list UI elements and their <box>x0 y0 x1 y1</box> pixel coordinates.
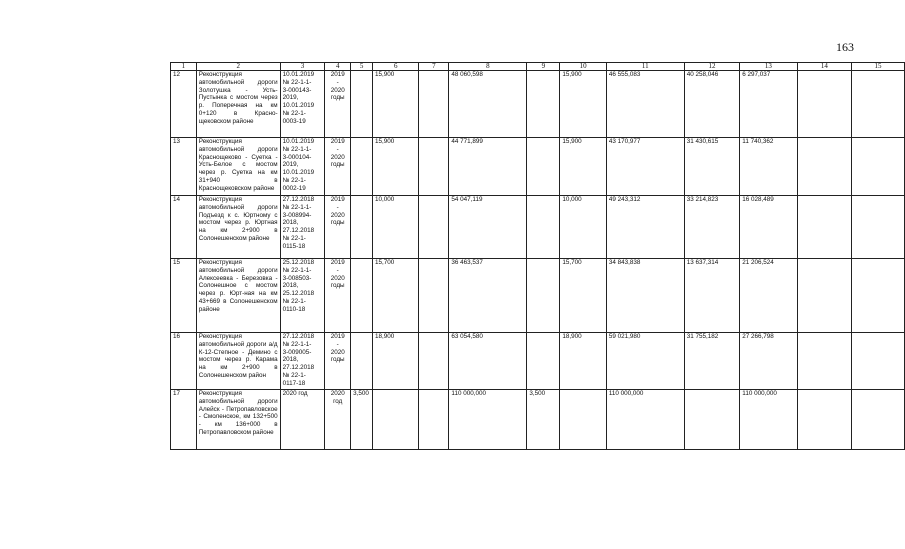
cell-col-13: 27 266,798 <box>740 333 797 390</box>
cell-col-8: 54 047,119 <box>449 196 527 259</box>
column-header: 9 <box>527 63 560 71</box>
cell-line: 0002-19 <box>282 184 306 192</box>
cell-line: годы <box>330 356 345 364</box>
cell-line: 10.01.2019 <box>282 138 315 145</box>
cell-line: 2019, <box>282 161 299 169</box>
column-header: 4 <box>325 63 351 71</box>
cell-line: - <box>336 266 339 274</box>
cell-col-3 <box>280 196 325 259</box>
cell-col-2: Реконструкция автомобильной дороги Алейск - Петропавловское - Смоленское, км 132+500 - км 136+000 в Петропавловском районе <box>196 390 280 450</box>
cell-col-2: Реконструкция автомобильной дороги Алексеевка - Березовка - Солонешное с мостом через р. Юрт-ная на км 43+669 в Солонешенском районе <box>196 259 280 333</box>
cell-col-5 <box>351 196 373 259</box>
cell-col-9 <box>527 71 560 138</box>
cell-col-15 <box>852 138 905 196</box>
cell-line: 2018, <box>282 282 299 290</box>
cell-col-10: 15,900 <box>560 71 606 138</box>
cell-col-11: 49 243,312 <box>606 196 684 259</box>
cell-col-13: 6 297,037 <box>740 71 797 138</box>
cell-col-8: 63 054,580 <box>449 333 527 390</box>
cell-col-2: Реконструкция автомобильной дороги а/д К-12-Степное - Демино с мостом через р. Карама на км 2+900 в Солонешенском район <box>196 333 280 390</box>
cell-col-13: 11 740,362 <box>740 138 797 196</box>
cell-col-5 <box>351 71 373 138</box>
cell-col-7 <box>419 71 449 138</box>
cell-line: 2019, <box>282 94 299 102</box>
cell-line: 0110-18 <box>282 305 306 313</box>
column-header: 6 <box>373 63 419 71</box>
cell-line: годы <box>330 94 345 102</box>
column-header: 2 <box>196 63 280 71</box>
cell-col-5 <box>351 138 373 196</box>
cell-col-15 <box>852 390 905 450</box>
cell-line: № 22-1- <box>282 176 306 184</box>
cell-col-12: 31 755,182 <box>684 333 740 390</box>
data-table <box>170 62 905 450</box>
table-row <box>171 333 905 390</box>
table-row <box>171 138 905 196</box>
table-row <box>171 259 905 333</box>
cell-col-10: 10,000 <box>560 196 606 259</box>
cell-col-6 <box>373 390 419 450</box>
cell-col-7 <box>419 259 449 333</box>
cell-line: 3-009005- <box>282 348 312 356</box>
cell-col-14 <box>797 333 852 390</box>
cell-col-2: Реконструкция автомобильной дороги Краснощеково - Суетка - Усть-Белое с мостом через р. Суетка на км 31+940 в Краснощековском районе <box>196 138 280 196</box>
cell-col-8: 48 060,598 <box>449 71 527 138</box>
cell-col-7 <box>419 390 449 450</box>
cell-col-12 <box>684 390 740 450</box>
cell-col-12: 40 258,046 <box>684 71 740 138</box>
column-header: 10 <box>560 63 606 71</box>
cell-col-12: 31 430,615 <box>684 138 740 196</box>
cell-col-8: 36 463,537 <box>449 259 527 333</box>
column-number-row <box>171 63 905 71</box>
table-row <box>171 390 905 450</box>
cell-line: 0117-18 <box>282 379 306 387</box>
cell-col-4 <box>325 390 351 450</box>
cell-line: № 22-1- <box>282 297 306 305</box>
cell-col-11: 59 021,980 <box>606 333 684 390</box>
cell-col-3 <box>280 71 325 138</box>
cell-col-3 <box>280 259 325 333</box>
cell-line: 2020 <box>330 348 345 356</box>
cell-line: 2018, <box>282 356 299 364</box>
cell-line: - <box>336 78 339 86</box>
cell-line: годы <box>330 161 345 169</box>
cell-line: 27.12.2018 <box>282 333 315 340</box>
cell-col-14 <box>797 71 852 138</box>
cell-col-15 <box>852 71 905 138</box>
cell-col-8: 110 000,000 <box>449 390 527 450</box>
cell-col-4 <box>325 196 351 259</box>
cell-line: 25.12.2018 <box>282 259 315 266</box>
cell-col-8: 44 771,899 <box>449 138 527 196</box>
cell-line: № 22-1-1- <box>282 203 312 211</box>
cell-col-4 <box>325 259 351 333</box>
cell-col-4 <box>325 71 351 138</box>
cell-col-10: 15,900 <box>560 138 606 196</box>
cell-col-15 <box>852 333 905 390</box>
cell-line: 2020 год <box>282 390 308 397</box>
cell-line: - <box>336 145 339 153</box>
cell-line: 3-000104- <box>282 153 312 161</box>
column-header: 12 <box>684 63 740 71</box>
cell-col-11: 43 170,977 <box>606 138 684 196</box>
cell-col-13: 110 000,000 <box>740 390 797 450</box>
cell-col-9 <box>527 259 560 333</box>
cell-line: - <box>336 340 339 348</box>
cell-line: 27.12.2018 <box>282 364 315 372</box>
cell-line: 10.01.2019 <box>282 71 315 78</box>
page-number: 163 <box>836 40 854 54</box>
cell-col-14 <box>797 196 852 259</box>
column-header: 13 <box>740 63 797 71</box>
cell-col-2: Реконструкция автомобильной дороги Подъезд к с. Юртному с мостом через р. Юртная на км 2+900 в Солонешенском районе <box>196 196 280 259</box>
cell-col-9 <box>527 333 560 390</box>
cell-col-1: 16 <box>171 333 197 390</box>
cell-col-14 <box>797 138 852 196</box>
cell-col-3 <box>280 390 325 450</box>
cell-line: № 22-1-1- <box>282 266 312 274</box>
column-header: 1 <box>171 63 197 71</box>
cell-line: 2019 <box>330 138 345 145</box>
cell-line: № 22-1- <box>282 109 306 117</box>
cell-line: 2018, <box>282 219 299 227</box>
cell-col-1: 14 <box>171 196 197 259</box>
cell-line: 25.12.2018 <box>282 290 315 298</box>
cell-line: № 22-1-1- <box>282 340 312 348</box>
cell-line: 10.01.2019 <box>282 102 315 110</box>
cell-line: 2019 <box>330 333 345 340</box>
cell-line: 3-008503- <box>282 274 312 282</box>
cell-line: 3-000143- <box>282 86 312 94</box>
cell-col-15 <box>852 259 905 333</box>
cell-col-11: 34 843,838 <box>606 259 684 333</box>
cell-line: - <box>336 203 339 211</box>
cell-col-2: Реконструкция автомобильной дороги Золотушка - Усть-Пустынка с мостом через р. Поперечная на км 0+120 в Красно-щековском районе <box>196 71 280 138</box>
cell-col-15 <box>852 196 905 259</box>
column-header: 8 <box>449 63 527 71</box>
cell-col-6: 10,000 <box>373 196 419 259</box>
cell-col-14 <box>797 390 852 450</box>
cell-line: 27.12.2018 <box>282 196 315 203</box>
cell-line: 2019 <box>330 71 345 78</box>
cell-col-5 <box>351 333 373 390</box>
cell-col-1: 12 <box>171 71 197 138</box>
cell-col-6: 15,900 <box>373 138 419 196</box>
cell-line: № 22-1-1- <box>282 78 312 86</box>
cell-col-6: 18,900 <box>373 333 419 390</box>
cell-line: 2020 <box>330 274 345 282</box>
cell-col-4 <box>325 333 351 390</box>
column-header: 11 <box>606 63 684 71</box>
cell-col-13: 16 028,489 <box>740 196 797 259</box>
cell-line: 0115-18 <box>282 242 306 250</box>
cell-line: год <box>333 397 343 405</box>
cell-col-10: 15,700 <box>560 259 606 333</box>
cell-line: 2020 <box>330 86 345 94</box>
cell-col-13: 21 206,524 <box>740 259 797 333</box>
table-row <box>171 71 905 138</box>
column-header: 3 <box>280 63 325 71</box>
cell-col-5: 3,500 <box>351 390 373 450</box>
cell-line: 27.12.2018 <box>282 227 315 235</box>
cell-col-11: 110 000,000 <box>606 390 684 450</box>
cell-col-3 <box>280 138 325 196</box>
cell-col-9: 3,500 <box>527 390 560 450</box>
cell-col-10: 18,900 <box>560 333 606 390</box>
cell-col-3 <box>280 333 325 390</box>
cell-col-7 <box>419 333 449 390</box>
cell-line: № 22-1- <box>282 371 306 379</box>
cell-col-14 <box>797 259 852 333</box>
cell-col-1: 15 <box>171 259 197 333</box>
cell-line: 0003-19 <box>282 117 306 125</box>
cell-line: годы <box>330 219 345 227</box>
cell-line: 2019 <box>330 259 345 266</box>
cell-line: годы <box>330 282 345 290</box>
cell-col-5 <box>351 259 373 333</box>
cell-col-12: 13 637,314 <box>684 259 740 333</box>
cell-col-7 <box>419 138 449 196</box>
cell-col-9 <box>527 196 560 259</box>
cell-line: № 22-1-1- <box>282 145 312 153</box>
cell-col-7 <box>419 196 449 259</box>
cell-line: 3-008994- <box>282 211 312 219</box>
cell-col-1: 17 <box>171 390 197 450</box>
cell-line: 2019 <box>330 196 345 203</box>
cell-col-12: 33 214,823 <box>684 196 740 259</box>
cell-line: 10.01.2019 <box>282 169 315 177</box>
cell-col-6: 15,900 <box>373 71 419 138</box>
cell-col-11: 46 555,083 <box>606 71 684 138</box>
column-header: 5 <box>351 63 373 71</box>
table-row <box>171 196 905 259</box>
column-header: 15 <box>852 63 905 71</box>
cell-line: 2020 <box>330 390 345 397</box>
cell-col-1: 13 <box>171 138 197 196</box>
column-header: 14 <box>797 63 852 71</box>
column-header: 7 <box>419 63 449 71</box>
cell-col-6: 15,700 <box>373 259 419 333</box>
cell-line: 2020 <box>330 153 345 161</box>
cell-col-4 <box>325 138 351 196</box>
cell-line: № 22-1- <box>282 234 306 242</box>
cell-col-10 <box>560 390 606 450</box>
cell-col-9 <box>527 138 560 196</box>
cell-line: 2020 <box>330 211 345 219</box>
